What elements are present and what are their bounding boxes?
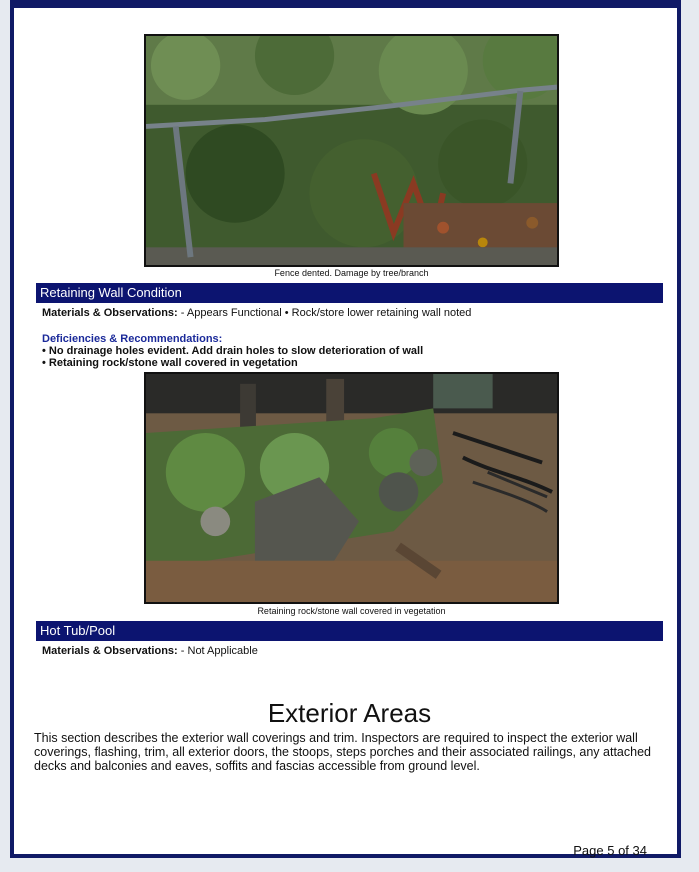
observations-value: - Appears Functional • Rock/store lower retaining wall noted (177, 307, 472, 319)
observations-label: Materials & Observations: (42, 645, 178, 657)
report-page (10, 0, 681, 858)
fence-photo (144, 34, 559, 267)
deficiency-item: • Retaining rock/stone wall covered in vegetation (42, 357, 298, 369)
top-rule (14, 0, 677, 8)
observations-value: - Not Applicable (177, 645, 258, 657)
observations-label: Materials & Observations: (42, 307, 178, 319)
exterior-description: This section describes the exterior wall coverings and trim. Inspectors are required to inspect the exterior wall coverings, flashing, trim, all exterior doors, the stoops, steps porches and their associated railings, any attached decks and balconies and eaves, soffits and fascias accessible from ground level. (34, 731, 651, 773)
fence-photo-caption: Fence dented. Damage by tree/branch (274, 268, 429, 278)
hot-tub-observations (42, 645, 258, 657)
page-number: Page 5 of 34 (573, 843, 647, 858)
deficiencies-title: Deficiencies & Recommendations: (42, 333, 223, 345)
header-mark (551, 0, 559, 8)
retaining-wall-photo (144, 372, 559, 604)
retaining-observations (42, 307, 471, 319)
section-header-hot-tub: Hot Tub/Pool (36, 621, 663, 641)
section-heading-exterior-areas: Exterior Areas (267, 698, 432, 728)
deficiency-item: • No drainage holes evident. Add drain holes to slow deterioration of wall (42, 345, 424, 357)
section-header-retaining-wall: Retaining Wall Condition (36, 283, 663, 303)
retaining-wall-photo-caption: Retaining rock/stone wall covered in vegetation (257, 606, 446, 616)
